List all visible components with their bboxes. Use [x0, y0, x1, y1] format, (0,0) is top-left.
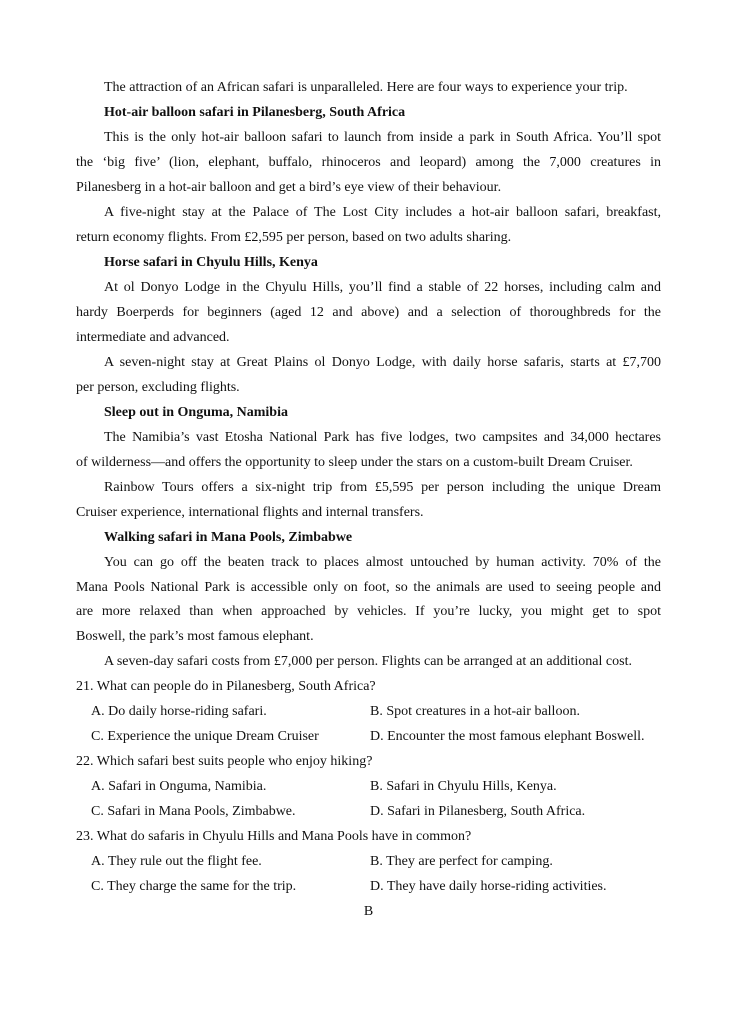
section-heading-mana-pools: Walking safari in Mana Pools, Zimbabwe — [104, 530, 353, 545]
question-23-option-a: A. They rule out the flight fee. — [91, 854, 262, 869]
question-23-stem: 23. What do safaris in Chyulu Hills and Mana Pools have in common? — [76, 829, 472, 844]
paragraph-line: hardy Boerperds for beginners (aged 12 and above) and a selection of thoroughbreds for the — [76, 305, 661, 320]
paragraph-line: A five-night stay at the Palace of The Lost City includes a hot-air balloon safari, breakfast, — [104, 205, 661, 220]
question-22-option-b: B. Safari in Chyulu Hills, Kenya. — [370, 779, 557, 794]
paragraph-line: of wilderness—and offers the opportunity to sleep under the stars on a custom-built Dream Cruiser. — [76, 455, 633, 470]
paragraph-line: are more relaxed than when approached by vehicles. If you’re lucky, you might get to spot — [76, 604, 661, 619]
section-heading-onguma: Sleep out in Onguma, Namibia — [104, 405, 288, 420]
paragraph-line: At ol Donyo Lodge in the Chyulu Hills, you’ll find a stable of 22 horses, including calm and — [104, 280, 661, 295]
intro-text: The attraction of an African safari is unparalleled. Here are four ways to experience your trip. — [104, 80, 628, 95]
question-22-option-d: D. Safari in Pilanesberg, South Africa. — [370, 804, 586, 819]
paragraph-line: A seven-day safari costs from £7,000 per person. Flights can be arranged at an additional cost. — [104, 654, 632, 669]
paragraph-line: Pilanesberg in a hot-air balloon and get a bird’s eye view of their behaviour. — [76, 180, 502, 195]
paragraph-line: A seven-night stay at Great Plains ol Donyo Lodge, with daily horse safaris, starts at £7,700 — [104, 355, 661, 370]
question-21-stem: 21. What can people do in Pilanesberg, South Africa? — [76, 679, 376, 694]
question-22-stem: 22. Which safari best suits people who enjoy hiking? — [76, 754, 373, 769]
question-21-option-a: A. Do daily horse-riding safari. — [91, 704, 267, 719]
question-22-option-c: C. Safari in Mana Pools, Zimbabwe. — [91, 804, 296, 819]
question-21-option-b: B. Spot creatures in a hot-air balloon. — [370, 704, 580, 719]
paragraph-line: return economy flights. From £2,595 per person, based on two adults sharing. — [76, 230, 512, 245]
paragraph-line: This is the only hot-air balloon safari to launch from inside a park in South Africa. You’ll spot — [104, 130, 661, 145]
question-21-option-c: C. Experience the unique Dream Cruiser — [91, 729, 319, 744]
paragraph-line: intermediate and advanced. — [76, 330, 230, 345]
paragraph-line: The Namibia’s vast Etosha National Park has five lodges, two campsites and 34,000 hectares — [104, 430, 661, 445]
paragraph-line: Boswell, the park’s most famous elephant. — [76, 629, 314, 644]
paragraph-line: Rainbow Tours offers a six-night trip from £5,595 per person including the unique Dream — [104, 480, 661, 495]
paragraph-line: You can go off the beaten track to places almost untouched by human activity. 70% of the — [104, 555, 661, 570]
paragraph-line: the ‘big five’ (lion, elephant, buffalo, rhinoceros and leopard) among the 7,000 creatures in — [76, 155, 661, 170]
section-heading-pilanesberg: Hot-air balloon safari in Pilanesberg, South Africa — [104, 105, 406, 120]
question-23-option-c: C. They charge the same for the trip. — [91, 879, 297, 894]
question-23-option-d: D. They have daily horse-riding activities. — [370, 879, 607, 894]
paragraph-line: Cruiser experience, international flights and internal transfers. — [76, 505, 424, 520]
section-heading-chyulu: Horse safari in Chyulu Hills, Kenya — [104, 255, 318, 270]
section-b-label: B — [363, 904, 374, 919]
paragraph-line: per person, excluding flights. — [76, 380, 240, 395]
question-23-option-b: B. They are perfect for camping. — [370, 854, 553, 869]
question-21-option-d: D. Encounter the most famous elephant Boswell. — [370, 729, 645, 744]
question-22-option-a: A. Safari in Onguma, Namibia. — [91, 779, 267, 794]
paragraph-line: Mana Pools National Park is accessible only on foot, so the animals are used to seeing people and — [76, 580, 661, 595]
